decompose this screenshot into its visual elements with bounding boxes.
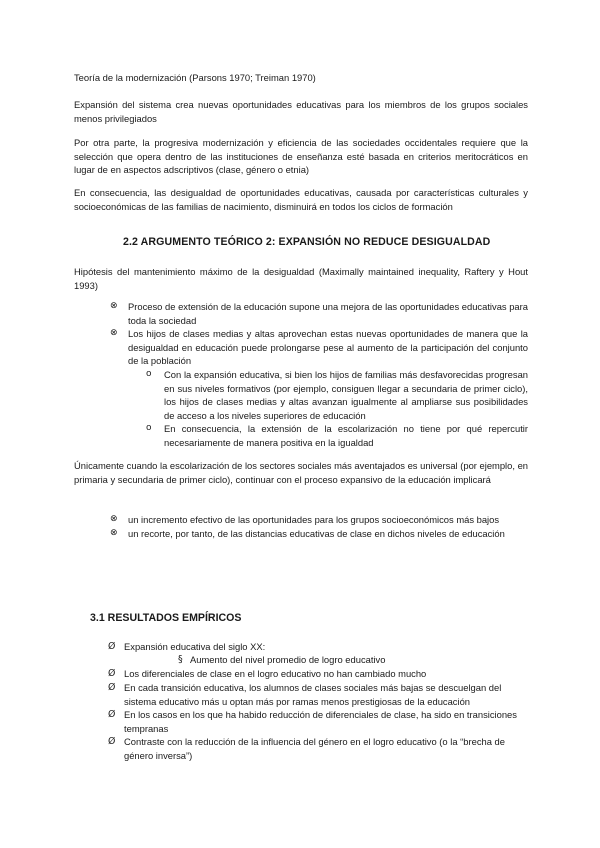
bullet-item: Los hijos de clases medias y altas aprovechan estas nuevas oportunidades de manera que la desigualdad en educación puede prolongarse pese al aumento de la participación del conjunto de la población: [128, 328, 528, 367]
universal-schooling-paragraph: Únicamente cuando la escolarización de los sectores sociales más aventajados es universal (por ejemplo, en primaria y secundaria de primer ciclo), continuar con el proceso expansivo de la educación implicará: [74, 460, 528, 485]
arrow-bullet-icon: Ø: [108, 709, 116, 720]
hypothesis-paragraph: Hipótesis del mantenimiento máximo de la desigualdad (Maximally maintained inequality, Raftery y Hout 1993): [74, 266, 528, 291]
result-item: Expansión educativa del siglo XX:: [124, 641, 266, 652]
result-item: Contraste con la reducción de la influencia del género en el logro educativo (o la “brecha de género inversa”): [124, 736, 505, 761]
circled-x-bullet-icon: ⊗: [110, 301, 118, 311]
circle-bullet-icon: o: [146, 423, 152, 433]
result-item: En cada transición educativa, los alumnos de clases sociales más bajas se descuelgan del sistema educativo más u optan más por ramas menos prestigiosas de la educación: [124, 682, 502, 707]
circle-bullet-icon: o: [146, 369, 152, 379]
modernization-theory-title: Teoría de la modernización (Parsons 1970; Treiman 1970): [74, 72, 316, 83]
result-subitem: Aumento del nivel promedio de logro educativo: [190, 654, 386, 665]
sub-bullet-item: Con la expansión educativa, si bien los hijos de familias más desfavorecidas progresan en sus niveles formativos (por ejemplo, consiguen llegar a secundaria de primer ciclo), los hijos de clases medias y altas avanzan igualmente al ampliarse sus posibilidades de acceso a los niveles superiores de educación: [164, 369, 528, 421]
section-2-2-heading: 2.2 ARGUMENTO TEÓRICO 2: EXPANSIÓN NO REDUCE DESIGUALDAD: [123, 236, 491, 248]
bullet-item: un incremento efectivo de las oportunidades para los grupos socioeconómicos más bajos: [128, 514, 500, 525]
bullet-item: un recorte, por tanto, de las distancias educativas de clase en dichos niveles de educación: [128, 528, 505, 539]
intro-paragraph-2: Por otra parte, la progresiva modernización y eficiencia de las sociedades occidentales requiere que la selección que opera dentro de las instituciones de enseñanza esté basada en criterios meritocráticos en lugar de en aspectos adscriptivos (clase, género o etnia): [74, 137, 528, 176]
arrow-bullet-icon: Ø: [108, 736, 116, 747]
section-bullet-icon: §: [178, 654, 183, 665]
sub-bullet-item: En consecuencia, la extensión de la escolarización no tiene por qué repercutir necesariamente de manera positiva en la igualdad: [164, 423, 528, 448]
arrow-bullet-icon: Ø: [108, 668, 116, 679]
result-item: Los diferenciales de clase en el logro educativo no han cambiado mucho: [124, 668, 427, 679]
circled-x-bullet-icon: ⊗: [110, 528, 118, 538]
arrow-bullet-icon: Ø: [108, 682, 116, 693]
intro-paragraph-1: Expansión del sistema crea nuevas oportunidades educativas para los miembros de los grupos sociales menos privilegiados: [74, 99, 528, 124]
bullet-item: Proceso de extensión de la educación supone una mejora de las oportunidades educativas para toda la sociedad: [128, 301, 528, 326]
arrow-bullet-icon: Ø: [108, 641, 116, 652]
result-item: En los casos en los que ha habido reducción de diferenciales de clase, ha sido en transiciones tempranas: [124, 709, 517, 734]
intro-paragraph-3: En consecuencia, las desigualdad de oportunidades educativas, causada por características culturales y socioeconómicas de las familias de nacimiento, disminuirá en todos los ciclos de formación: [74, 187, 528, 212]
circled-x-bullet-icon: ⊗: [110, 514, 118, 524]
circled-x-bullet-icon: ⊗: [110, 328, 118, 338]
section-3-1-heading: 3.1 RESULTADOS EMPÍRICOS: [90, 612, 242, 624]
